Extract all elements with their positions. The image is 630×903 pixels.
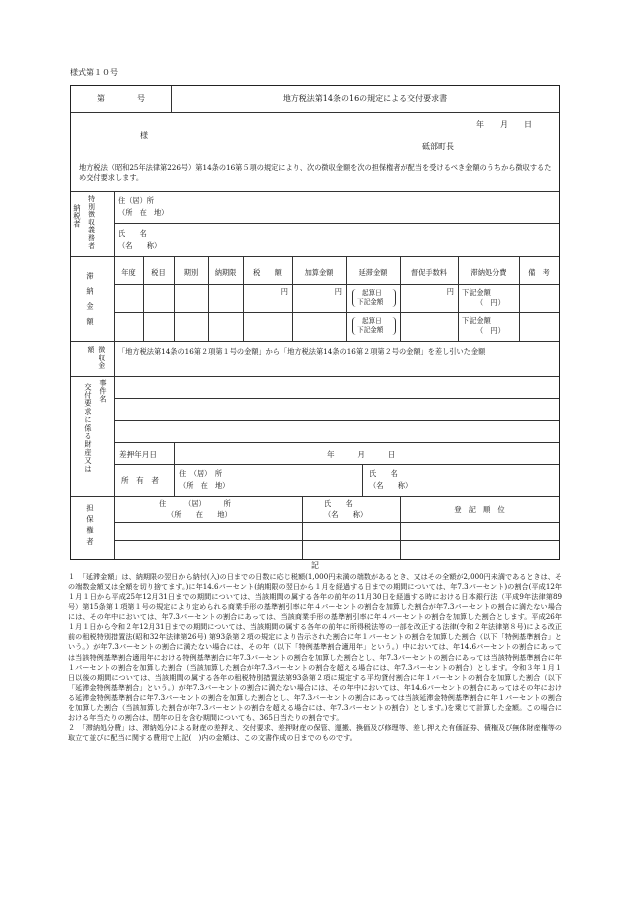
security-name-label: 氏 名: [324, 499, 353, 508]
disposal-amount-label: 下記金額: [462, 316, 491, 325]
collection-label: 徴収金額: [85, 346, 105, 370]
start-date-label: 起算日: [362, 289, 382, 297]
seizure-date-value: 年 月 日: [327, 450, 396, 459]
owner-label: 所 有 者: [121, 476, 159, 485]
col-delinquency-amount: 延滞金額: [358, 268, 388, 277]
addressee: 様: [140, 131, 148, 140]
property-side-label: 交付要求に係る財産又は: [84, 383, 93, 474]
taxpayer-name-label: 氏 名: [118, 229, 147, 238]
date-line: 年 月 日: [476, 120, 532, 129]
disposal-amount-label: 下記金額: [462, 288, 491, 297]
col-tax-item: 税目: [151, 268, 166, 277]
collection-text: 「地方税法第14条の16第２項第１号の金額」から「地方税法第14条の16第２項第２号の金額」を差し引いた金額: [118, 347, 486, 356]
col-period: 期別: [183, 268, 199, 277]
security-name-sub: （名 称）: [324, 510, 368, 519]
below-amount-label: 下記金額: [357, 298, 384, 306]
taxpayer-name-sub: （名 称）: [118, 241, 162, 250]
col-due-date: 納期限: [214, 268, 237, 277]
taxpayer-address-label: 住（居）所: [118, 196, 154, 205]
owner-name-sub: （名 称）: [369, 481, 413, 490]
form-number: 様式第１０号: [70, 68, 118, 77]
reminder-fee-yen: 円: [446, 287, 454, 296]
owner-address-sub: （所 在 地）: [179, 481, 230, 490]
security-address-sub: （所 在 地）: [167, 510, 232, 519]
disposal-amount-yen: （ 円）: [476, 298, 505, 307]
arrears-side-label: 滞納金額: [86, 272, 95, 333]
security-address-label: 住 （居） 所: [159, 499, 231, 508]
form-title: 地方税法第14条の16の規定による交付要求書: [282, 94, 448, 103]
col-remarks: 備 考: [528, 268, 550, 277]
issuer: 砥部町長: [422, 142, 454, 151]
owner-name-label: 氏 名: [369, 469, 398, 478]
registration-rank-label: 登 記 順 位: [454, 505, 505, 514]
taxpayer-address-sub: （所 在 地）: [118, 208, 169, 217]
note-2: ２ 「滞納処分費」は、滞納処分による財産の差押え、交付要求、差押財産の保管、運搬、換価及び修理等、差し押えた有価証券、債権及び無体財産権等の取立て並びに配当に関する費用で上記( )内の金額は、この文書作成の日までのものです。: [68, 722, 562, 742]
tax-form: [70, 85, 560, 560]
col-tax-amount: 税 額: [253, 268, 282, 277]
notes-heading: 記: [311, 561, 319, 570]
note-1: １ 「延滞金額」は、納期限の翌日から納付(入)の日までの日数に応じ税額(1,000円未満の端数があるとき、又はその全額が2,000円未満であるときは、その端数金額又は全額を切り捨てます。)に年14.6パーセント(納期限の翌日から１月を経過する日までの期間については、年7.3パーセント)の割合(平成12年１月１日から平成25年12月31日までの期間については、当該期間の属する各年の前年の11月30日を経過する時における日本銀行法（平成9年法律第89号）第15条第１項第１号の規定により定められる商業手形の基準割引率に年４パーセントの割合を加算した割合が年7.3パーセントの割合に満たない場合には、その年中においては、年7.3パーセントの割合にあっては、当該商業手形の基準割引率に年４パーセントの割合を加算した割合とします。平成26年１月１日から令和２年12月31日までの期間については、当該期間の属する各年の前年に所得税法等の一部を改正する法律(令和２年法律第８号)による改正前の租税特別措置法(昭和32年法律第26号) 第93条第２項の規定により告示された割合に年１パーセントの割合を加算した割合（以下「特例基準割合」という。）が年7.3パーセントの割合に満たない場合には、その年（以下「特例基準割合適用年」という。）中においては、年14.6パーセントの割合にあっては当該特例基準割合適用年における特例基準割合に年7.3パーセントの割合を加算した割合とし、年7.3パーセントの割合にあっては当該特例基準割合に年１パーセントの割合を加算した割合（当該加算した割合が年7.3パーセントの割合を超える場合には、年7.3パーセントの割合）とします。令和３年１月１日以後の期間については、当該期間の属する各年の租税特別措置法第93条第２項に規定する平均貸付割合に年１パーセントの割合を加算した割合（以下「延滞金特例基準割合」という。）が年7.3パーセントの割合に満たない場合には、その年中においては、年14.6パーセントの割合にあってはその年における延滞金特例基準割合に年7.3パーセントの割合を加算した割合とし、年7.3パーセントの割合にあっては当該延滞金特例基準割合に年１パーセントの割合を加算した割合（当該加算した割合が年7.3パーセントの割合を超える場合には、年7.3パーセントの割合）とします。)を乗じて計算した金額。この場合における年当たりの割合は、閏年の日を含む期間についても、365日当たりの割合です。: [68, 572, 562, 722]
document-number-label: 第 号: [97, 94, 145, 103]
seizure-date-label: 差押年月日: [119, 450, 157, 459]
additional-amount-yen: 円: [334, 287, 342, 296]
tax-amount-yen: 円: [280, 287, 288, 296]
col-fiscal-year: 年度: [121, 268, 136, 277]
case-name-label: 事件名: [99, 379, 108, 404]
col-disposal-cost: 滞納処分費: [470, 268, 507, 277]
disposal-amount-yen: （ 円）: [476, 326, 505, 335]
col-reminder-fee: 督促手数料: [411, 268, 447, 277]
taxpayer-inner-label: 特別徴収義務者: [86, 195, 95, 250]
intro-text: 地方税法（昭和25年法律第226号）第14条の16第５項の規定により、次の徴収金額を次の担保権者が配当を受けるべき金額のうちから徴収するため交付要求します。: [79, 163, 552, 183]
start-date-label: 起算日: [362, 317, 382, 325]
below-amount-label: 下記金額: [357, 326, 384, 334]
owner-address-label: 住 （居） 所: [179, 469, 223, 478]
col-additional-amount: 加算金額: [304, 268, 334, 277]
taxpayer-outer-label: 納税者: [73, 204, 82, 229]
notes: [68, 572, 562, 743]
security-holder-label: 担保権者: [86, 504, 95, 549]
